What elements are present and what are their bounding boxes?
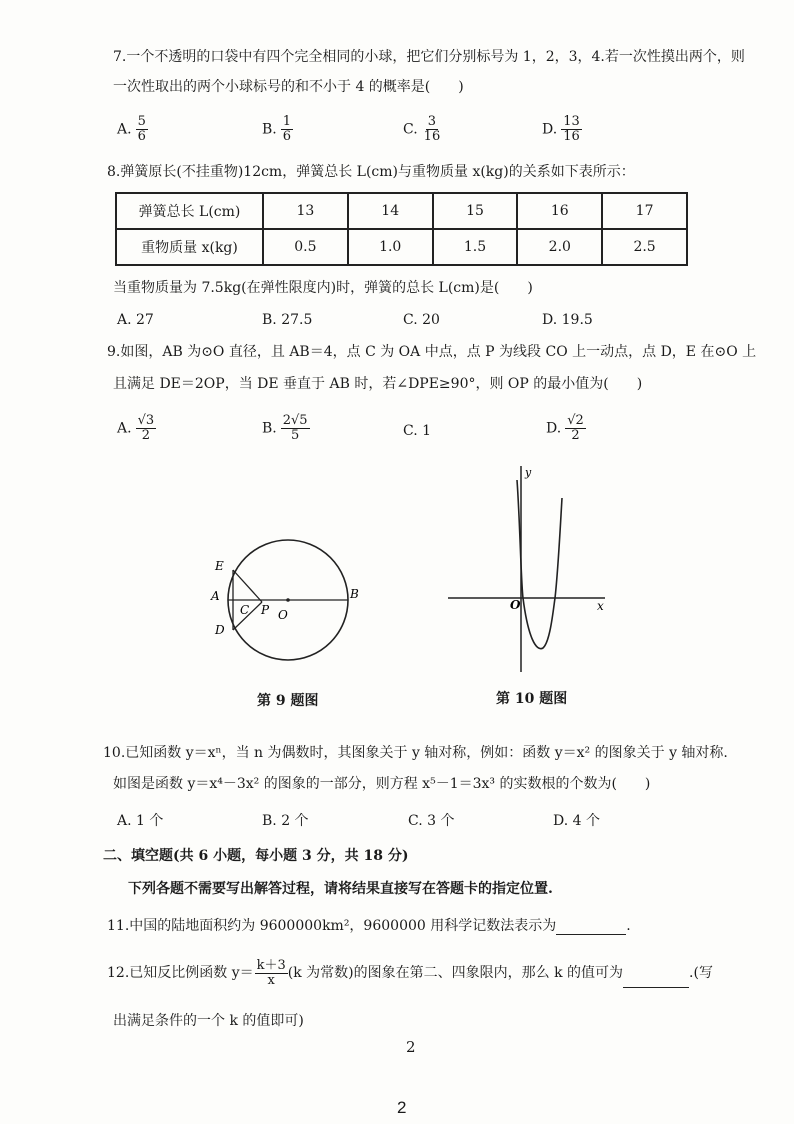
q7-option-c xyxy=(403,115,442,144)
q12-suffix: (k 为常数)的图象在第二、四象限内，那么 k 的值可为 xyxy=(287,965,624,981)
q12-tail: .(写 xyxy=(689,965,713,981)
q8-table-cell: 1.0 xyxy=(348,229,433,265)
q7-option-a-num: 5 xyxy=(137,114,146,129)
q11-text: 11.中国的陆地面积约为 9600000km²，9600000 用科学记数法表示为 xyxy=(107,918,557,934)
q9-option-a-den: 2 xyxy=(141,428,150,443)
q9-option-a xyxy=(117,414,156,443)
q9-option-b-label: B. xyxy=(262,420,277,437)
q8-table-cell: 17 xyxy=(602,193,687,229)
q8-option-c: C. 20 xyxy=(403,312,440,328)
q9-option-a-num: √3 xyxy=(137,413,155,428)
q8-table-cell: 0.5 xyxy=(263,229,348,265)
q8-table-cell: 15 xyxy=(433,193,518,229)
page-number-outer: 2 xyxy=(397,1098,407,1117)
q7-option-b-num: 1 xyxy=(282,114,292,129)
q12-line1 xyxy=(107,958,713,988)
q9-line2: 且满足 DE＝2OP，当 DE 垂直于 AB 时，若∠DPE≥90°，则 OP 的最小值为( ) xyxy=(113,376,643,392)
q10-label-o: O xyxy=(510,598,521,612)
q10-figure xyxy=(440,462,620,677)
q9-option-c: C. 1 xyxy=(403,423,432,439)
q8-table-cell: 2.0 xyxy=(517,229,602,265)
section2-instruction: 下列各题不需要写出解答过程，请将结果直接写在答题卡的指定位置. xyxy=(128,881,553,897)
page-number-inner: 2 xyxy=(406,1038,416,1056)
q7-option-b-den: 6 xyxy=(282,129,292,144)
q8-line2: 当重物质量为 7.5kg(在弹性限度内)时，弹簧的总长 L(cm)是( ) xyxy=(113,280,533,296)
q7-option-a-den: 6 xyxy=(137,129,146,144)
q8-table-row-mass xyxy=(116,229,687,265)
q7-option-a xyxy=(117,115,148,144)
q8-table-header-mass: 重物质量 x(kg) xyxy=(116,229,263,265)
q9-label-b: B xyxy=(350,587,359,601)
q8-option-b: B. 27.5 xyxy=(262,312,313,328)
q9-option-d-den: 2 xyxy=(571,428,580,443)
q9-center-dot xyxy=(286,598,290,602)
q12-prefix: 12.已知反比例函数 y＝ xyxy=(107,965,254,981)
q9-option-b-num: 2√5 xyxy=(282,413,308,428)
q10-caption: 第 10 题图 xyxy=(496,691,568,707)
q11-end: . xyxy=(626,918,631,934)
q10-label-x: x xyxy=(597,599,604,613)
q9-label-a: A xyxy=(211,589,220,603)
q9-line1: 9.如图，AB 为⊙O 直径，且 AB＝4，点 C 为 OA 中点，点 P 为线段 CO 上一动点，点 D，E 在⊙O 上 xyxy=(107,344,757,360)
q7-option-d-label: D. xyxy=(542,121,558,138)
q8-table-cell: 13 xyxy=(263,193,348,229)
q7-option-d-num: 13 xyxy=(563,114,580,129)
q8-line1: 8.弹簧原长(不挂重物)12cm，弹簧总长 L(cm)与重物质量 x(kg)的关系如下表所示： xyxy=(107,164,635,180)
q7-line2: 一次性取出的两个小球标号的和不小于 4 的概率是( ) xyxy=(113,79,464,95)
q9-option-a-label: A. xyxy=(117,420,132,437)
q10-option-d: D. 4 个 xyxy=(553,813,600,829)
q7-option-c-label: C. xyxy=(403,121,418,138)
q9-label-o: O xyxy=(278,608,288,622)
q10-line1: 10.已知函数 y＝xⁿ，当 n 为偶数时，其图象关于 y 轴对称，例如：函数 y＝x² 的图象关于 y 轴对称. xyxy=(103,745,728,761)
q7-option-c-den: 16 xyxy=(423,129,441,144)
q9-segment-pe xyxy=(233,570,262,602)
q11-answer-blank xyxy=(556,920,626,935)
q7-option-d xyxy=(542,115,582,144)
section2-title: 二、填空题(共 6 小题，每小题 3 分，共 18 分) xyxy=(103,848,409,864)
q12-answer-blank xyxy=(623,973,689,988)
q10-option-c: C. 3 个 xyxy=(408,813,455,829)
q12-line2: 出满足条件的一个 k 的值即可) xyxy=(113,1013,304,1029)
q12-frac-den: x xyxy=(267,972,275,988)
q9-option-d-label: D. xyxy=(546,420,562,437)
q9-option-d-num: √2 xyxy=(567,413,584,428)
q10-curve xyxy=(517,480,562,649)
q8-table-cell: 16 xyxy=(517,193,602,229)
q7-option-b xyxy=(262,115,293,144)
q7-option-c-num: 3 xyxy=(427,114,437,129)
q9-label-e: E xyxy=(215,559,224,573)
q8-option-d: D. 19.5 xyxy=(542,312,593,328)
q8-table xyxy=(115,192,688,266)
q7-option-d-den: 16 xyxy=(563,129,580,144)
q8-option-a: A. 27 xyxy=(117,312,154,328)
q12-frac-num: k＋3 xyxy=(256,957,286,973)
q10-label-y: y xyxy=(525,466,532,479)
q9-label-d: D xyxy=(215,623,225,637)
q11-line xyxy=(107,917,631,935)
q9-option-b-den: 5 xyxy=(291,428,300,443)
q8-table-cell: 2.5 xyxy=(602,229,687,265)
q10-option-b: B. 2 个 xyxy=(262,813,309,829)
q7-option-b-label: B. xyxy=(262,121,277,138)
q9-option-d xyxy=(546,414,586,443)
q8-table-row-length xyxy=(116,193,687,229)
q7-option-a-label: A. xyxy=(117,121,132,138)
q9-option-b xyxy=(262,414,310,443)
q9-label-c: C xyxy=(240,603,250,617)
q8-table-cell: 1.5 xyxy=(433,229,518,265)
q9-figure xyxy=(200,520,380,680)
q9-caption: 第 9 题图 xyxy=(257,693,319,709)
q8-table-header-length: 弹簧总长 L(cm) xyxy=(116,193,263,229)
q10-option-a: A. 1 个 xyxy=(117,813,164,829)
q10-line2: 如图是函数 y＝x⁴－3x² 的图象的一部分，则方程 x⁵－1＝3x³ 的实数根的个数为( ) xyxy=(113,776,651,792)
q9-label-p: P xyxy=(261,603,270,617)
q8-table-cell: 14 xyxy=(348,193,433,229)
q7-line1: 7.一个不透明的口袋中有四个完全相同的小球，把它们分别标号为 1，2，3，4.若一次性摸出两个，则 xyxy=(113,49,745,65)
